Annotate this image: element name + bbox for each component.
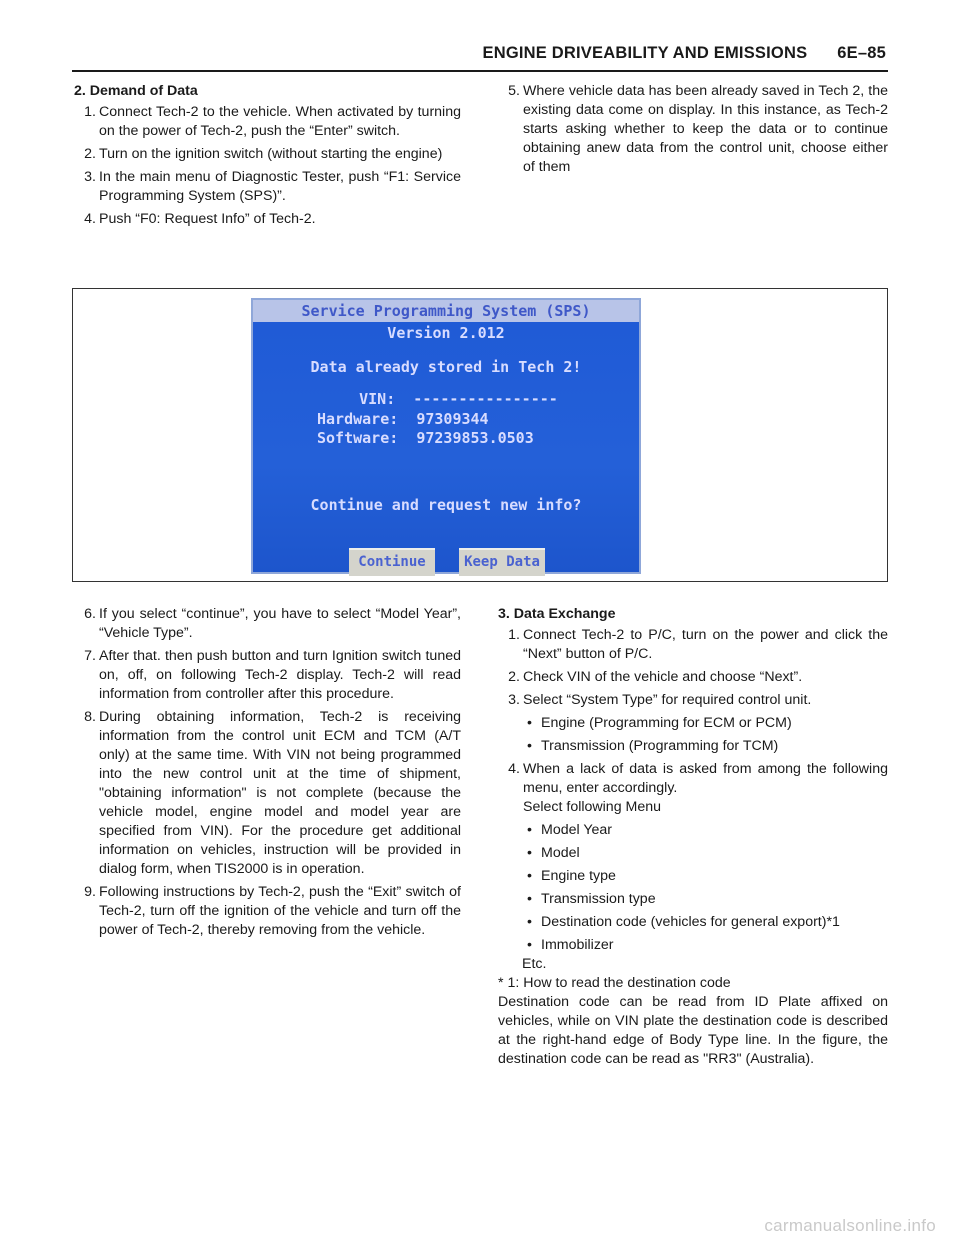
screen-vin: VIN: ---------------- bbox=[323, 390, 558, 408]
section-3-title: 3. Data Exchange bbox=[498, 606, 616, 622]
page-number: 6E–85 bbox=[837, 44, 886, 62]
etc-text: Etc. bbox=[522, 956, 547, 972]
screen-question: Continue and request new info? bbox=[310, 496, 582, 514]
list-item: 6. If you select “continue”, you have to select “Model Year”, “Vehicle Type”. bbox=[84, 606, 461, 641]
list-item: • Engine type bbox=[523, 867, 888, 886]
list-item: • Transmission (Programming for TCM) bbox=[523, 737, 888, 756]
list-item: 9. Following instructions by Tech-2, push the “Exit” switch of Tech-2, turn off the ignition of the vehicle and turn off the power of Tech-2, thereby removing from the vehicle. bbox=[84, 884, 461, 938]
list-item: 4. When a lack of data is asked from among the following menu, enter accordingly. Select following Menu • Model Year • Model • Engine type • Transmission type • Destination code (vehicles for general export)*1 • Immobilizer bbox=[498, 760, 888, 955]
system-type-list bbox=[523, 714, 888, 756]
list-item: 5. Where vehicle data has been already saved in Tech 2, the existing data come on display. In this instance, as Tech-2 starts asking whether to keep the data or to continue obtaining anew data from the control unit, choose either of them bbox=[508, 83, 888, 175]
section-2-steps-top bbox=[74, 103, 461, 229]
list-item: 7. After that. then push button and turn Ignition switch tuned on, off, on following Tech-2 display. Tech-2 will read information from controller after this procedure. bbox=[84, 648, 461, 702]
list-item: 4. Push “F0: Request Info” of Tech-2. bbox=[84, 211, 316, 227]
list-item: • Model Year bbox=[523, 821, 888, 840]
list-item: • Immobilizer bbox=[523, 936, 888, 955]
note-text: Destination code can be read from ID Plate affixed on vehicles, while on VIN plate the destination code is described at the right-hand edge of Body Type line. In the figure, the destination code can be read as "RR3" (Australia). bbox=[498, 994, 888, 1067]
screen-hardware: Hardware: 97309344 bbox=[317, 410, 489, 428]
section-3-steps bbox=[498, 626, 888, 955]
section-2-step-5-list bbox=[498, 82, 888, 177]
section-2-top bbox=[74, 82, 461, 233]
section-2-steps-bottom bbox=[74, 605, 461, 940]
list-item: 2. Check VIN of the vehicle and choose “Next”. bbox=[508, 669, 803, 685]
list-item: 8. During obtaining information, Tech-2 is receiving information from the control unit ECM and TCM (A/T only) at the same time. With VIN not being programmed into the new control unit at the time of shipment, "obtaining information" is not complete (because the vehicle model, engine model and model year are specified from VIN). For the procedure get additional information on vehicles, instruction will be provided in dialog form, when TIS2000 is in operation. bbox=[84, 709, 461, 877]
list-item: 1. Connect Tech-2 to P/C, turn on the power and click the “Next” button of P/C. bbox=[508, 627, 888, 662]
menu-label: Select following Menu bbox=[523, 799, 662, 815]
menu-list bbox=[523, 821, 888, 955]
list-item: 1. Connect Tech-2 to the vehicle. When activated by turning on the power of Tech-2, push the “Enter” switch. bbox=[84, 104, 461, 139]
note-title: * 1: How to read the destination code bbox=[498, 975, 731, 991]
header-title: ENGINE DRIVEABILITY AND EMISSIONS bbox=[482, 44, 808, 62]
screen-title-bar: Service Programming System (SPS) bbox=[253, 300, 639, 322]
list-item: • Model bbox=[523, 844, 888, 863]
list-item: • Destination code (vehicles for general export)*1 bbox=[523, 913, 888, 932]
watermark: carmanualsonline.info bbox=[764, 1216, 936, 1235]
section-2-title: 2. Demand of Data bbox=[74, 83, 198, 99]
section-2-bottom bbox=[74, 605, 461, 944]
list-item: • Engine (Programming for ECM or PCM) bbox=[523, 714, 888, 733]
section-2-step-5 bbox=[498, 82, 888, 181]
screen-software: Software: 97239853.0503 bbox=[317, 429, 534, 447]
continue-button[interactable]: Continue bbox=[349, 548, 435, 576]
screen-message: Data already stored in Tech 2! bbox=[310, 358, 582, 376]
screen-version: Version 2.012 bbox=[387, 324, 505, 342]
list-item: • Transmission type bbox=[523, 890, 888, 909]
header-rule bbox=[72, 70, 888, 72]
list-item: 3. Select “System Type” for required control unit. • Engine (Programming for ECM or PCM) • Transmission (Programming for TCM) bbox=[498, 691, 888, 756]
keep-data-button[interactable]: Keep Data bbox=[459, 548, 545, 576]
tech2-screen-figure bbox=[72, 288, 888, 582]
section-3 bbox=[498, 605, 888, 1069]
page-header bbox=[0, 44, 886, 68]
tech2-screen bbox=[251, 298, 641, 574]
list-item: 2. Turn on the ignition switch (without starting the engine) bbox=[84, 146, 443, 162]
list-item: 3. In the main menu of Diagnostic Tester, push “F1: Service Programming System (SPS)”. bbox=[84, 169, 461, 204]
